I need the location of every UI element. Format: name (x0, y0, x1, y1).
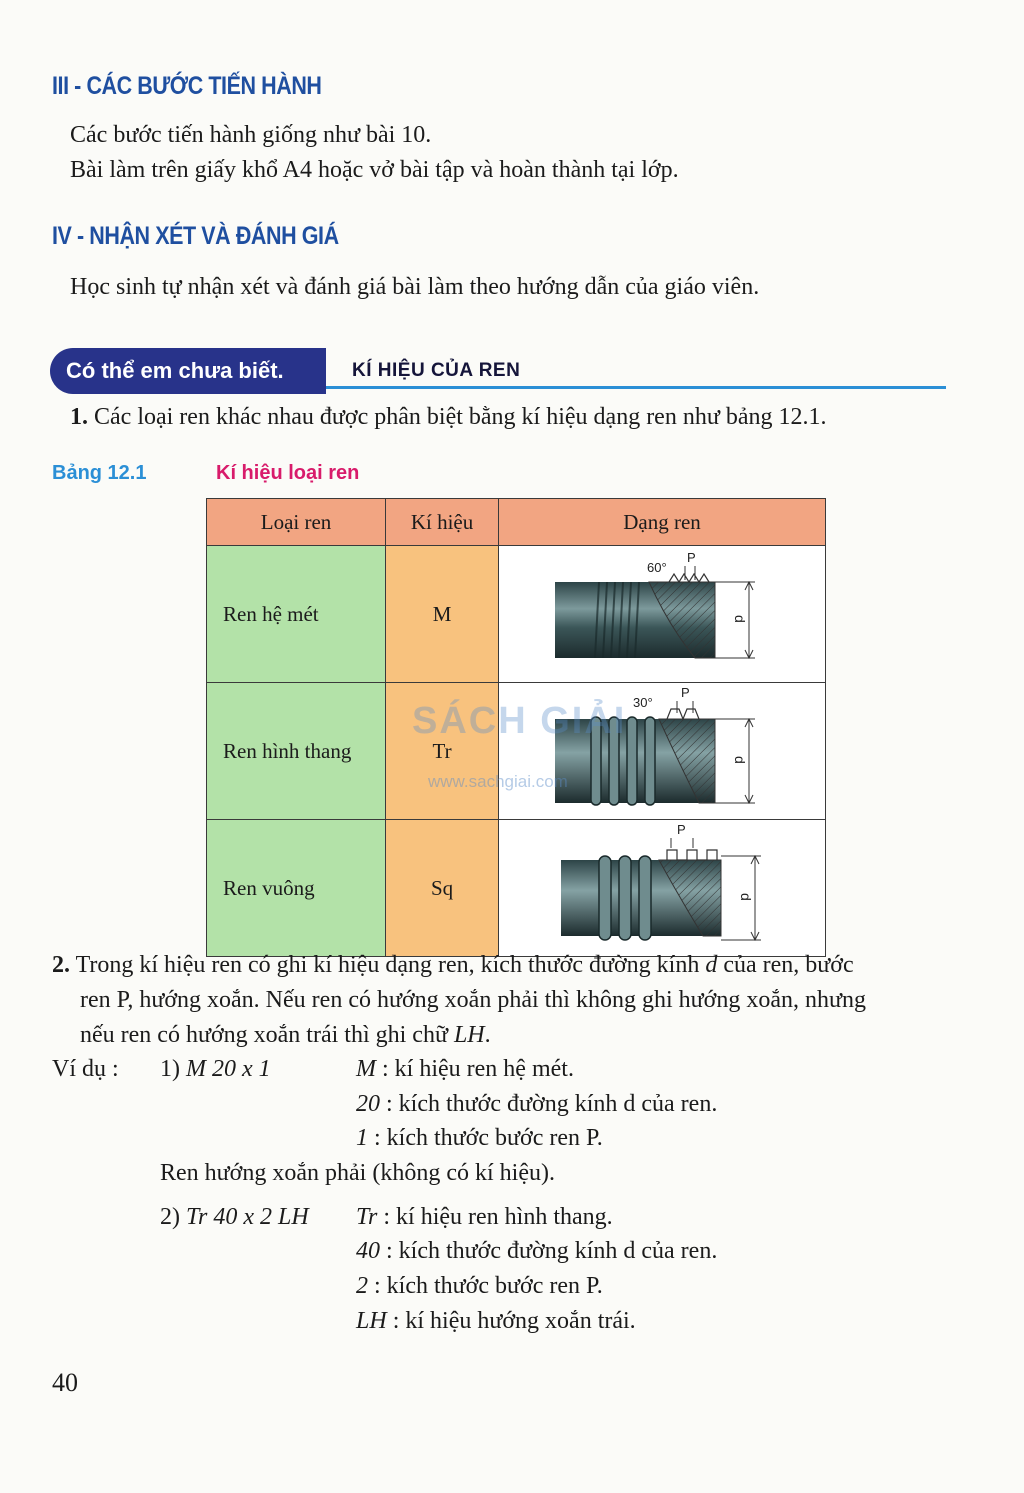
section-3-line-1: Các bước tiến hành giống như bài 10. (70, 122, 432, 148)
point-2-text-c: nếu ren có hướng xoắn trái thì ghi chữ (80, 1022, 454, 1048)
table-row (207, 546, 826, 683)
point-2-text-a: Trong kí hiệu ren có ghi kí hiệu dạng ren, kích thước đường kính (75, 952, 706, 978)
item-key: M (356, 1056, 376, 1082)
header-symbol: Kí hiệu (386, 499, 499, 546)
diameter-label: d (732, 756, 749, 764)
point-2-number: 2. (52, 952, 70, 978)
item-key: 2 (356, 1273, 368, 1299)
example-1-index: 1) (160, 1056, 180, 1082)
section-4-heading: IV - NHẬN XÉT VÀ ĐÁNH GIÁ (52, 222, 339, 250)
example-1-note: Ren hướng xoắn phải (không có kí hiệu). (160, 1160, 555, 1186)
point-2-line-3 (80, 1018, 491, 1053)
item-desc: : kí hiệu hướng xoắn trái. (386, 1308, 636, 1334)
type-cell: Ren vuông (207, 820, 386, 957)
example-label: Ví dụ : (52, 1056, 119, 1082)
item-desc: : kích thước bước ren P. (368, 1125, 603, 1151)
example-1-item (356, 1087, 717, 1122)
table-caption-number: Bảng 12.1 (52, 462, 147, 484)
banner-underline (326, 386, 946, 389)
item-desc: : kích thước đường kính d của ren. (380, 1091, 718, 1117)
example-2-item (356, 1304, 636, 1339)
point-1-text: Các loại ren khác nhau được phân biệt bằng kí hiệu dạng ren như bảng 12.1. (94, 404, 827, 430)
section-3-heading: III - CÁC BƯỚC TIẾN HÀNH (52, 72, 322, 100)
watermark-url: www.sachgiai.com (428, 772, 568, 791)
item-key: Tr (356, 1204, 378, 1230)
diameter-label: d (738, 893, 755, 901)
table-caption-title: Kí hiệu loại ren (216, 462, 360, 484)
type-cell: Ren hình thang (207, 683, 386, 820)
type-cell: Ren hệ mét (207, 546, 386, 683)
point-2-lh: LH (453, 1022, 485, 1048)
diameter-label: d (732, 615, 749, 623)
symbol-cell: Sq (386, 820, 499, 957)
example-1-item (356, 1121, 603, 1156)
symbol-cell: Tr (386, 683, 499, 820)
example-1-code-text: M 20 x 1 (186, 1056, 271, 1082)
point-2-text-b: của ren, bước (717, 952, 854, 978)
header-profile: Dạng ren (499, 499, 826, 546)
example-2-code-text: Tr 40 x 2 LH (186, 1204, 309, 1230)
profile-cell (499, 546, 826, 683)
item-desc: : kí hiệu ren hệ mét. (376, 1056, 574, 1082)
table-row (207, 820, 826, 957)
pitch-label: P (687, 550, 696, 565)
symbol-cell: M (386, 546, 499, 683)
profile-cell (499, 820, 826, 957)
square-thread-figure (499, 820, 823, 950)
page-number: 40 (52, 1368, 78, 1397)
point-1-number: 1. (70, 404, 88, 430)
example-2-item (356, 1200, 613, 1235)
example-1-item (356, 1052, 574, 1087)
point-2-d: d (705, 952, 718, 978)
metric-thread-figure (499, 546, 823, 676)
item-desc: : kí hiệu ren hình thang. (377, 1204, 613, 1230)
point-1 (70, 400, 827, 435)
item-key: 40 (356, 1238, 380, 1264)
pitch-label: P (677, 822, 686, 837)
banner-title: KÍ HIỆU CỦA REN (352, 360, 521, 381)
example-2-item (356, 1234, 717, 1269)
header-type: Loại ren (207, 499, 386, 546)
item-key: LH (356, 1308, 387, 1334)
pitch-label: P (681, 685, 690, 700)
point-2-line-1 (52, 948, 854, 983)
item-desc: : kích thước bước ren P. (368, 1273, 603, 1299)
angle-label: 60° (647, 560, 667, 575)
example-1-code (160, 1052, 271, 1087)
item-key: 1 (356, 1125, 368, 1151)
item-desc: : kích thước đường kính d của ren. (380, 1238, 718, 1264)
point-2-text-d: . (484, 1022, 491, 1048)
example-2-item (356, 1269, 603, 1304)
angle-label: 30° (633, 695, 653, 710)
section-4-line-1: Học sinh tự nhận xét và đánh giá bài làm theo hướng dẫn của giáo viên. (70, 274, 760, 300)
watermark-logo: SÁCH GIẢI (412, 700, 627, 742)
item-key: 20 (356, 1091, 380, 1117)
example-2-code (160, 1200, 309, 1235)
point-2-line-2: ren P, hướng xoắn. Nếu ren có hướng xoắn phải thì không ghi hướng xoắn, nhưng (80, 987, 866, 1013)
did-you-know-banner: Có thể em chưa biết. (50, 348, 326, 394)
table-header-row (207, 499, 826, 546)
section-3-line-2: Bài làm trên giấy khổ A4 hoặc vở bài tập và hoàn thành tại lớp. (70, 157, 679, 183)
example-2-index: 2) (160, 1204, 180, 1230)
